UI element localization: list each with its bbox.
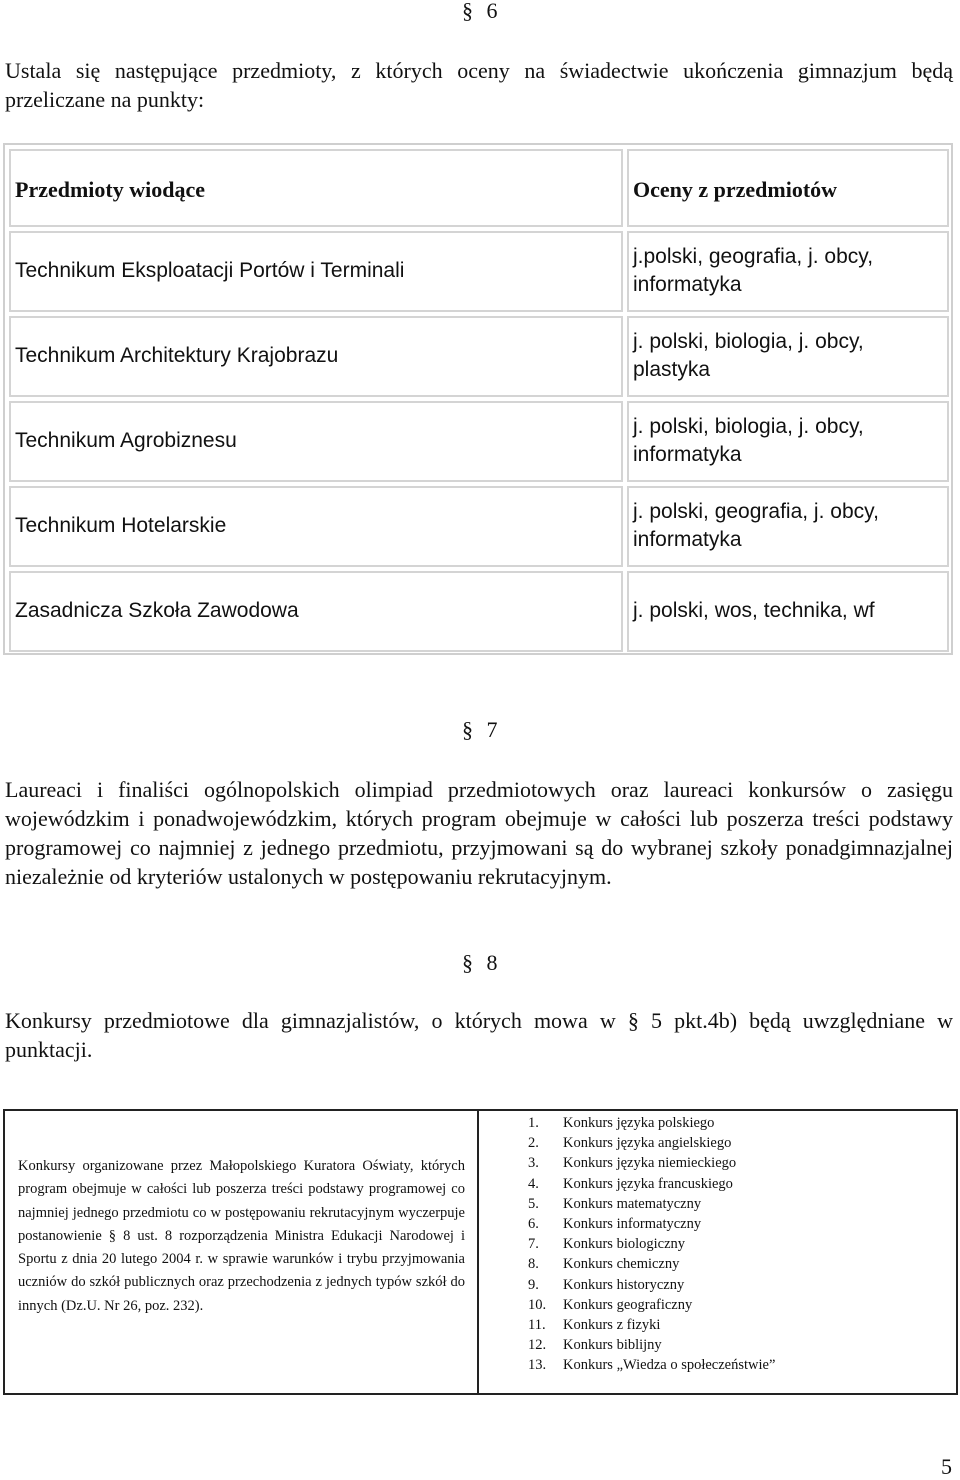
table-row-subjects-cell [627,401,949,482]
subjects-text: j. polski, wos, technika, wf [633,599,875,622]
contest-name: Konkurs z fizyki [563,1316,661,1333]
table-row-school-cell [9,571,623,652]
section-6-heading [462,0,498,24]
contest-number: 10. [528,1296,547,1313]
section-number: 7 [486,717,498,742]
contest-name: Konkurs języka francuskiego [563,1175,733,1192]
contest-name: Konkurs języka polskiego [563,1115,715,1131]
table-row-subjects-cell [627,486,949,567]
list-item [495,1234,775,1254]
contest-name: Konkurs geograficzny [563,1296,693,1313]
contest-name: Konkurs „Wiedza o społeczeństwie” [563,1357,776,1374]
table-row-school-cell [9,486,623,567]
contest-number: 1. [528,1115,539,1131]
contest-name: Konkurs historyczny [563,1276,685,1293]
contest-number: 5. [528,1195,539,1212]
list-item [495,1194,775,1214]
box-divider [477,1111,479,1393]
contest-name: Konkurs języka angielskiego [563,1135,732,1152]
school-name: Zasadnicza Szkoła Zawodowa [15,599,299,622]
contest-name: Konkurs biblijny [563,1337,662,1354]
contest-number: 7. [528,1236,539,1253]
contest-list [495,1113,775,1375]
contest-name: Konkurs matematyczny [563,1195,702,1212]
list-item [495,1295,775,1315]
subjects-table [3,143,953,655]
page-number: 5 [941,1454,952,1479]
contest-number: 9. [528,1276,539,1293]
table-row-subjects-cell [627,231,949,312]
table-row-school-cell [9,316,623,397]
header-label: Przedmioty wiodące [15,177,205,202]
contest-name: Konkurs informatyczny [563,1215,702,1232]
table-row-school-cell [9,231,623,312]
school-name: Technikum Eksploatacji Portów i Terminali [15,259,405,282]
box-description: Konkursy organizowane przez Małopolskiego Kuratora Oświaty, których program obejmuje w całości lub poszerza treści podstawy programowej co najmniej jednego przedmiotu co w postępowaniu rekrutacyjnym wyczerpuje postanowienie § 8 ust. 8 rozporządzenia Ministra Edukacji Narodowej i Sportu z dnia 20 lutego 2004 r. w sprawie warunków i trybu przyjmowania uczniów do szkół publicznych oraz przechodzenia z jednych typów szkół do innych (Dz.U. Nr 26, poz. 232). [18,1158,465,1314]
contest-number: 11. [528,1316,546,1333]
section-8-heading [462,950,498,976]
school-name: Technikum Agrobiznesu [15,429,237,452]
contest-number: 4. [528,1175,539,1192]
list-item [495,1153,775,1173]
contest-number: 8. [528,1256,539,1273]
intro-paragraph: Ustala się następujące przedmioty, z których oceny na świadectwie ukończenia gimnazjum będą przeliczane na punkty: [5,58,953,112]
contests-box [3,1109,958,1395]
subjects-text: j.polski, geografia, j. obcy, informatyka [633,245,874,296]
list-item [495,1355,775,1375]
section-8-paragraph: Konkursy przedmiotowe dla gimnazjalistów, o których mowa w § 5 pkt.4b) będą uwzględniane w punktacji. [5,1008,953,1062]
subjects-text: j. polski, geografia, j. obcy, informatyka [633,500,879,551]
section-sign: § [462,0,473,23]
list-item [495,1335,775,1355]
contest-name: Konkurs języka niemieckiego [563,1155,737,1172]
section-7-heading [462,717,498,743]
list-item [495,1133,775,1153]
list-item [495,1113,775,1133]
list-item [495,1174,775,1194]
table-row-subjects-cell [627,571,949,652]
list-item [495,1254,775,1274]
table-row-subjects-cell [627,316,949,397]
contest-name: Konkurs biologiczny [563,1236,686,1253]
subjects-text: j. polski, biologia, j. obcy, informatyka [633,415,864,466]
section-7-paragraph: Laureaci i finaliści ogólnopolskich olimpiad przedmiotowych oraz laureaci konkursów o zasięgu wojewódzkim i ponadwojewódzkim, których program obejmuje w całości lub poszerza treści podstawy programowej co najmniej z jednego przedmiotu, przyjmowani są do wybranej szkoły ponadgimnazjalnej niezależnie od kryteriów ustalonych w postępowaniu rekrutacyjnym. [5,777,953,889]
section-number: 8 [486,950,498,975]
section-number: 6 [486,0,498,23]
list-item [495,1214,775,1234]
contest-name: Konkurs chemiczny [563,1256,680,1273]
list-item [495,1275,775,1295]
school-name: Technikum Architektury Krajobrazu [15,344,339,367]
header-label: Oceny z przedmiotów [633,177,838,202]
school-name: Technikum Hotelarskie [15,514,227,537]
contest-number: 6. [528,1215,539,1232]
section-sign: § [462,717,473,742]
table-row-school-cell [9,401,623,482]
header-cell-right [627,149,949,227]
contest-number: 3. [528,1155,539,1172]
contest-number: 13. [528,1357,547,1374]
subjects-text: j. polski, biologia, j. obcy, plastyka [633,330,864,381]
contest-number: 2. [528,1135,539,1152]
list-item [495,1315,775,1335]
contest-number: 12. [528,1337,547,1354]
section-sign: § [462,950,473,975]
header-cell-left [9,149,623,227]
